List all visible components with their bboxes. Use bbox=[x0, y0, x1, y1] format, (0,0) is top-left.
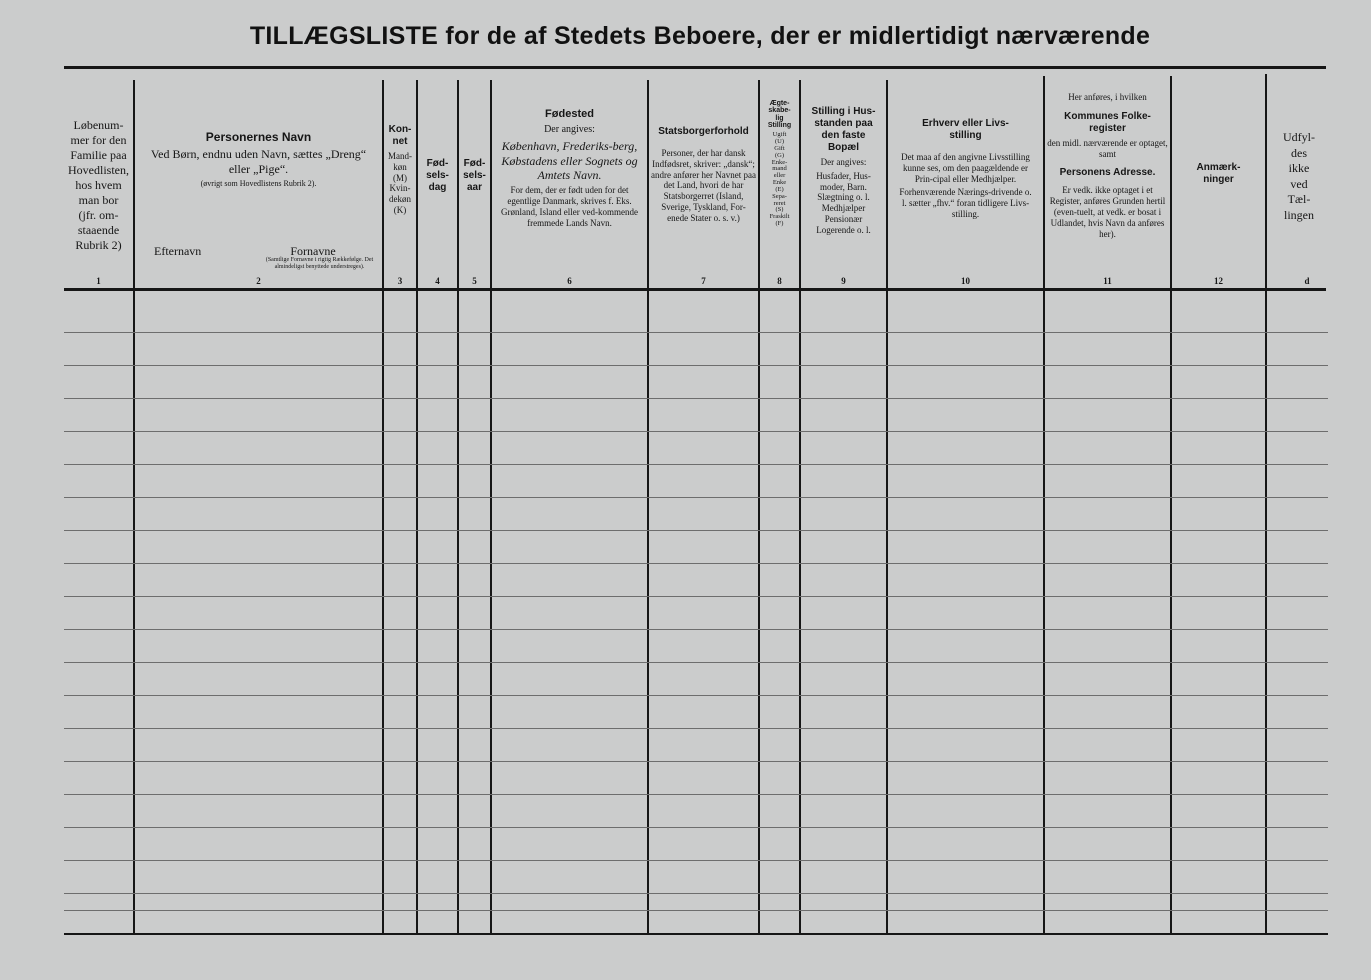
col-d-text: Udfyl- des ikke ved Tæl- lingen bbox=[1283, 130, 1315, 222]
row-line bbox=[64, 530, 1328, 531]
col8-text: Ugift (U) Gift (G) Enke- mand eller Enke (E) Sepa- reret (S) Fraskilt (F) bbox=[769, 131, 790, 227]
row-line bbox=[64, 695, 1328, 696]
col4-header bbox=[418, 158, 457, 358]
row-line bbox=[64, 910, 1328, 911]
col9-text: Husfader, Hus- moder, Barn. Slægtning o. l. Medhjælper Pensionær Logerende o. l. bbox=[816, 170, 871, 235]
col5-heading: Fød- sels- aar bbox=[463, 158, 486, 193]
col10-heading: Erhverv eller Livs- stilling bbox=[922, 118, 1009, 141]
col11-heading2: Personens Adresse. bbox=[1059, 167, 1156, 179]
row-line bbox=[64, 365, 1328, 366]
row-line bbox=[64, 596, 1328, 597]
row-line bbox=[64, 728, 1328, 729]
col3-text: Mand- køn (M) Kvin- dekøn (K) bbox=[388, 151, 412, 215]
col7-text: Personer, der har dansk Indfødsret, skriver: „dansk“; andre anfører her Navnet paa det Land, hvori de har Statsborgerret (Island, Sverige, Tyskland, For-enede Stater o. s. v.) bbox=[651, 148, 756, 223]
column-number: 2 bbox=[256, 276, 261, 286]
form-title: TILLÆGSLISTE for de af Stedets Beboere, der er midlertidigt nærværende bbox=[249, 22, 1151, 50]
col8-heading: Ægte- skabe- lig Stilling bbox=[767, 100, 792, 130]
column-number: 10 bbox=[961, 276, 970, 286]
row-line bbox=[64, 398, 1328, 399]
row-line bbox=[64, 860, 1328, 861]
col1-line: Hovedlisten, bbox=[68, 163, 129, 177]
row-line bbox=[64, 431, 1328, 432]
col1-line: Rubrik 2) bbox=[75, 238, 122, 252]
col1-line: (jfr. om- bbox=[78, 208, 119, 222]
row-line bbox=[64, 827, 1328, 828]
col6-text-italic: København, Frederiks-berg, Købstadens eller Sognets og Amtets Navn. bbox=[501, 139, 638, 182]
row-line bbox=[64, 629, 1328, 630]
col7-header bbox=[649, 126, 758, 326]
col9-heading: Stilling i Hus- standen paa den faste Bopæl bbox=[811, 106, 876, 153]
column-number: 12 bbox=[1214, 276, 1223, 286]
col2-sub-left: Efternavn bbox=[154, 244, 202, 258]
col3-header bbox=[384, 124, 416, 324]
col2-header bbox=[135, 130, 382, 330]
column-number: 1 bbox=[96, 276, 101, 286]
top-rule bbox=[64, 66, 1326, 69]
col1-line: mer for den bbox=[70, 133, 127, 147]
col5-header bbox=[459, 158, 490, 358]
col3-heading: Kon- net bbox=[388, 124, 412, 147]
row-line bbox=[64, 497, 1328, 498]
row-line bbox=[64, 464, 1328, 465]
row-line bbox=[64, 794, 1328, 795]
col10-text: Det maa af den angivne Livsstilling kunne ses, om den paagældende er Prin-cipal eller Medhjælper. bbox=[901, 152, 1030, 184]
col11-text: den midl. nærværende er optaget, samt bbox=[1047, 137, 1168, 159]
col1-line: Familie paa bbox=[70, 148, 127, 162]
col1-header bbox=[64, 118, 133, 318]
col4-heading: Fød- sels- dag bbox=[426, 158, 449, 193]
row-line bbox=[64, 563, 1328, 564]
column-number: 7 bbox=[701, 276, 706, 286]
col2-sub-right: Fornavne bbox=[290, 244, 336, 258]
col2-note: (øvrigt som Hovedlistens Rubrik 2). bbox=[200, 179, 317, 189]
col8-header bbox=[760, 100, 799, 300]
col7-heading: Statsborgerforhold bbox=[658, 126, 749, 137]
col11-text2: Er vedk. ikke optaget i et Register, anføres Grunden hertil (even-tuelt, at vedk. er bosat i Udlandet, hvis Navn da anføres her). bbox=[1049, 185, 1166, 239]
col11-pre: Her anføres, i hvilken bbox=[1068, 92, 1147, 102]
col2-text: Ved Børn, endnu uden Navn, sættes „Dreng“ eller „Pige“. bbox=[150, 147, 367, 176]
col2-heading: Personernes Navn bbox=[205, 130, 312, 144]
bottom-rule bbox=[64, 933, 1328, 935]
column-number: 11 bbox=[1103, 276, 1112, 286]
column-number: 8 bbox=[777, 276, 782, 286]
column-number: 6 bbox=[567, 276, 572, 286]
col11-heading: Kommunes Folke- register bbox=[1064, 110, 1151, 134]
row-line bbox=[64, 761, 1328, 762]
col6-heading: Fødested bbox=[545, 108, 594, 120]
col2-sub-right-note: (Samtlige Fornavne i rigtig Rækkefølge. Det almindeligst benyttede understreges). bbox=[265, 257, 374, 270]
row-line bbox=[64, 332, 1328, 333]
column-number: 5 bbox=[472, 276, 477, 286]
row-line bbox=[64, 662, 1328, 663]
col10-text2: Forhenværende Nærings-drivende o. l. sætter „fhv.“ foran tidligere Livs-stilling. bbox=[899, 187, 1032, 219]
col10-header bbox=[888, 118, 1043, 318]
col1-line: staaende bbox=[77, 223, 120, 237]
column-number: 3 bbox=[397, 276, 403, 286]
col12-heading: Anmærk- ninger bbox=[1196, 162, 1241, 185]
col-d-header bbox=[1267, 130, 1331, 330]
column-number: 4 bbox=[435, 276, 440, 286]
column-number: 9 bbox=[841, 276, 846, 286]
column-number: d bbox=[1304, 276, 1310, 286]
col12-header bbox=[1172, 162, 1265, 362]
col1-line: hos hvem bbox=[75, 178, 122, 192]
col1-line: Løbenum- bbox=[73, 118, 124, 132]
col1-line: man bor bbox=[78, 193, 119, 207]
col9-sub: Der angives: bbox=[820, 157, 867, 167]
col6-text: For dem, der er født uden for det egentlige Danmark, skrives f. Eks. Grønland, Island eller ved-kommende fremmede Lands Navn. bbox=[501, 185, 638, 228]
row-line bbox=[64, 893, 1328, 894]
col6-sub: Der angives: bbox=[544, 124, 595, 136]
col11-header bbox=[1045, 92, 1170, 292]
